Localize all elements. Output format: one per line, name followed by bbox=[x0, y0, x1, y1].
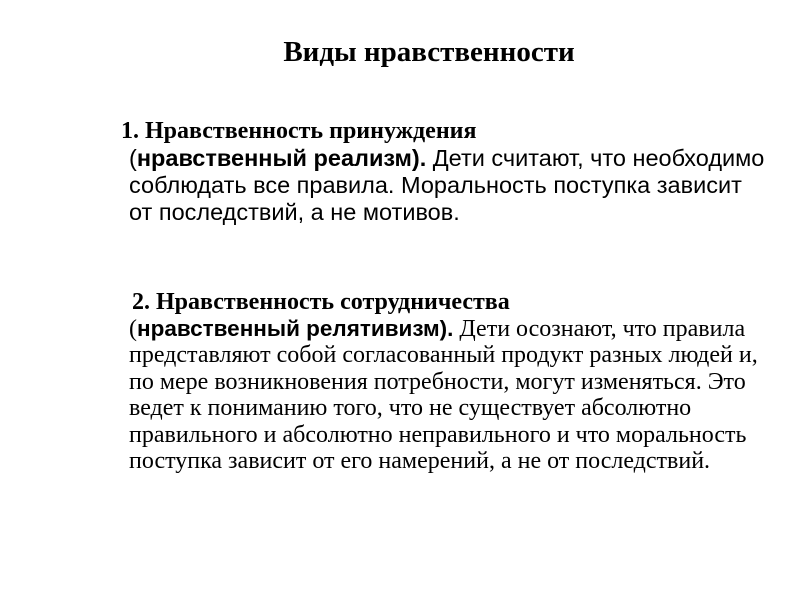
list-item-1 bbox=[121, 117, 769, 226]
item-2-text: Дети осознают, что правила представляют собой согласованный продукт разных людей и, по мере возникновения потребности, могут изменяться. Это ведет к пониманию того, что не существует абсолютно правильного и абсолютно неправильного и что моральность поступка зависит от его намерений, а не от последствий. bbox=[129, 315, 758, 474]
slide-title: Виды нравственности bbox=[283, 36, 575, 68]
item-2-heading: 2. Нравственность сотрудничества bbox=[132, 289, 510, 315]
list-item-2 bbox=[129, 289, 769, 475]
item-1-term: нравственный реализм). bbox=[136, 145, 427, 171]
item-1-heading: 1. Нравственность принуждения bbox=[121, 118, 477, 144]
item-1-paren: ( bbox=[129, 145, 137, 171]
item-2-term: нравственный релятивизм). bbox=[137, 315, 454, 341]
item-2-paren: ( bbox=[129, 315, 137, 342]
item-1-text: Дети считают, что необходимо соблюдать все правила. Моральность поступка зависит от последствий, а не мотивов. bbox=[129, 145, 765, 225]
